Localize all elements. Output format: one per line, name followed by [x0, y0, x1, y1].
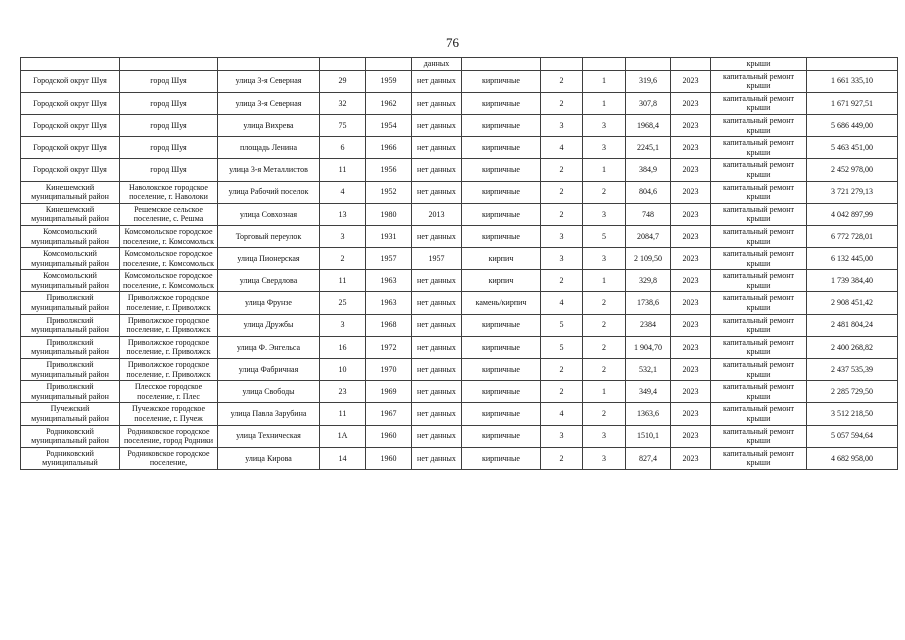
page-number: 76	[446, 35, 459, 50]
table-cell: 5 463 451,00	[807, 137, 898, 159]
table-cell: 6 132 445,00	[807, 248, 898, 270]
table-cell: улица Техническая	[218, 425, 320, 447]
table-row	[21, 314, 898, 336]
table-cell: 1957	[366, 248, 412, 270]
table-row	[21, 425, 898, 447]
table-cell: 804,6	[626, 181, 671, 203]
table-cell	[583, 58, 626, 71]
table-cell: 307,8	[626, 92, 671, 114]
table-cell: нет данных	[412, 425, 462, 447]
table-row	[21, 292, 898, 314]
table-cell: 2023	[671, 381, 711, 403]
table-cell: 3	[583, 425, 626, 447]
table-cell: 6 772 728,01	[807, 225, 898, 247]
table-cell: 2023	[671, 314, 711, 336]
table-cell: улица Дружбы	[218, 314, 320, 336]
table-cell: кирпичные	[462, 225, 541, 247]
table-cell: 1970	[366, 359, 412, 381]
table-cell: Городской округ Шуя	[21, 70, 120, 92]
table-cell: 2084,7	[626, 225, 671, 247]
table-cell: 3	[583, 248, 626, 270]
table-cell: 1963	[366, 270, 412, 292]
table-cell: 1931	[366, 225, 412, 247]
table-cell: 1960	[366, 447, 412, 469]
table-cell: 1	[583, 270, 626, 292]
table-cell: 2	[583, 181, 626, 203]
table-cell: капитальный ремонт крыши	[711, 70, 807, 92]
table-cell: капитальный ремонт крыши	[711, 403, 807, 425]
table-cell: 1	[583, 70, 626, 92]
table-cell: 6	[320, 137, 366, 159]
table-cell: 32	[320, 92, 366, 114]
table-cell: 2023	[671, 425, 711, 447]
table-cell: кирпичные	[462, 403, 541, 425]
table-cell: нет данных	[412, 181, 462, 203]
table-cell	[671, 58, 711, 71]
table-cell: 2023	[671, 336, 711, 358]
table-cell: Приволжский муниципальный район	[21, 292, 120, 314]
table-cell: 2 109,50	[626, 248, 671, 270]
table-cell: 2	[541, 359, 583, 381]
table-cell: 2023	[671, 292, 711, 314]
table-cell: Наволокское городское поселение, г. Наволоки	[120, 181, 218, 203]
table-cell: Комсомольский муниципальный район	[21, 248, 120, 270]
table-cell	[462, 58, 541, 71]
table-cell: 384,9	[626, 159, 671, 181]
table-cell: 1952	[366, 181, 412, 203]
table-row	[21, 447, 898, 469]
table-cell: Приволжский муниципальный район	[21, 314, 120, 336]
table-cell: кирпичные	[462, 181, 541, 203]
table-row	[21, 381, 898, 403]
table-cell: Городской округ Шуя	[21, 159, 120, 181]
table-cell: 5	[541, 314, 583, 336]
table-cell: Приволжское городское поселение, г. Приволжск	[120, 359, 218, 381]
table-cell: кирпичные	[462, 314, 541, 336]
table-cell: Городской округ Шуя	[21, 114, 120, 136]
table-cell: 2013	[412, 203, 462, 225]
table-row	[21, 270, 898, 292]
table-row	[21, 203, 898, 225]
table-cell: 2023	[671, 270, 711, 292]
table-cell: 5	[541, 336, 583, 358]
table-cell: Комсомольское городское поселение, г. Комсомольск	[120, 248, 218, 270]
table-cell: город Шуя	[120, 92, 218, 114]
table-cell: Приволжский муниципальный район	[21, 359, 120, 381]
table-cell: нет данных	[412, 381, 462, 403]
table-cell: 1954	[366, 114, 412, 136]
table-cell: 2	[583, 403, 626, 425]
table-cell: 1 904,70	[626, 336, 671, 358]
table-cell: капитальный ремонт крыши	[711, 425, 807, 447]
table-cell: 2023	[671, 225, 711, 247]
table-row	[21, 159, 898, 181]
table-cell: улица Пионерская	[218, 248, 320, 270]
table-cell: улица Совхозная	[218, 203, 320, 225]
table-cell: нет данных	[412, 92, 462, 114]
table-cell: 2 285 729,50	[807, 381, 898, 403]
table-cell: улица 3-я Металлистов	[218, 159, 320, 181]
table-cell: Родниковский муниципальный район	[21, 425, 120, 447]
table-cell: нет данных	[412, 137, 462, 159]
table-cell: 4	[320, 181, 366, 203]
table-cell: Родниковское городское поселение,	[120, 447, 218, 469]
table-cell: кирпичные	[462, 381, 541, 403]
table-cell: 1 671 927,51	[807, 92, 898, 114]
table-cell: 2 400 268,82	[807, 336, 898, 358]
table-cell: 5	[583, 225, 626, 247]
table-cell: 2023	[671, 137, 711, 159]
table-cell: 4 042 897,99	[807, 203, 898, 225]
table-cell: 2245,1	[626, 137, 671, 159]
table-cell: Приволжское городское поселение, г. Приволжск	[120, 292, 218, 314]
table-cell: 16	[320, 336, 366, 358]
table-cell: капитальный ремонт крыши	[711, 137, 807, 159]
table-cell	[120, 58, 218, 71]
table-cell: город Шуя	[120, 159, 218, 181]
table-cell: улица Фабричная	[218, 359, 320, 381]
table-cell: капитальный ремонт крыши	[711, 203, 807, 225]
table-cell: нет данных	[412, 159, 462, 181]
table-cell: 2 908 451,42	[807, 292, 898, 314]
table-cell: улица Ф. Энгельса	[218, 336, 320, 358]
table-cell: капитальный ремонт крыши	[711, 114, 807, 136]
table-cell: 2 437 535,39	[807, 359, 898, 381]
table-cell: 2	[541, 70, 583, 92]
table-cell: 2023	[671, 248, 711, 270]
table-cell: камень/кирпич	[462, 292, 541, 314]
table-cell: 75	[320, 114, 366, 136]
table-cell: улица Кирова	[218, 447, 320, 469]
table-cell: нет данных	[412, 114, 462, 136]
table-cell: кирпичные	[462, 70, 541, 92]
table-cell: Плесское городское поселение, г. Плес	[120, 381, 218, 403]
table-cell: Кинешемский муниципальный район	[21, 181, 120, 203]
table-cell: кирпичные	[462, 447, 541, 469]
table-cell: капитальный ремонт крыши	[711, 92, 807, 114]
table-cell: кирпичные	[462, 137, 541, 159]
table-cell: город Шуя	[120, 137, 218, 159]
table-cell: нет данных	[412, 292, 462, 314]
table-cell: капитальный ремонт крыши	[711, 248, 807, 270]
table-cell: 1963	[366, 292, 412, 314]
table-cell: кирпичные	[462, 359, 541, 381]
table-cell: 3	[541, 225, 583, 247]
table-cell: 1969	[366, 381, 412, 403]
table-cell: Приволжское городское поселение, г. Приволжск	[120, 336, 218, 358]
table-cell: 1957	[412, 248, 462, 270]
table-cell: 1738,6	[626, 292, 671, 314]
table-cell: 329,8	[626, 270, 671, 292]
table-cell: 2	[541, 270, 583, 292]
table-cell: 1510,1	[626, 425, 671, 447]
table-cell: кирпич	[462, 270, 541, 292]
table-cell: 10	[320, 359, 366, 381]
table-cell: 11	[320, 159, 366, 181]
table-cell: капитальный ремонт крыши	[711, 181, 807, 203]
table-cell: кирпичные	[462, 114, 541, 136]
table-cell: крыши	[711, 58, 807, 71]
table-cell: 2023	[671, 92, 711, 114]
table-row	[21, 114, 898, 136]
table-cell: 3	[583, 137, 626, 159]
table-cell: капитальный ремонт крыши	[711, 270, 807, 292]
table-row	[21, 403, 898, 425]
table-cell: кирпич	[462, 248, 541, 270]
table-cell: 1960	[366, 425, 412, 447]
table-cell: кирпичные	[462, 203, 541, 225]
table-cell: 5 057 594,64	[807, 425, 898, 447]
table-cell: Пучежский муниципальный район	[21, 403, 120, 425]
table-cell: 5 686 449,00	[807, 114, 898, 136]
table-cell: улица Рабочий поселок	[218, 181, 320, 203]
table-cell: 1980	[366, 203, 412, 225]
table-cell: кирпичные	[462, 425, 541, 447]
table-cell: 2	[541, 92, 583, 114]
table-cell: 2023	[671, 114, 711, 136]
table-cell: 1959	[366, 70, 412, 92]
table-cell	[807, 58, 898, 71]
table-cell: 1968	[366, 314, 412, 336]
table-cell: 2	[583, 292, 626, 314]
table-cell: Родниковский муниципальный	[21, 447, 120, 469]
table-cell: 1	[583, 159, 626, 181]
table-cell	[218, 58, 320, 71]
table-cell: улица 3-я Северная	[218, 92, 320, 114]
table-cell: нет данных	[412, 403, 462, 425]
table-cell	[626, 58, 671, 71]
table-row	[21, 181, 898, 203]
table-cell: 1967	[366, 403, 412, 425]
table-cell: город Шуя	[120, 70, 218, 92]
table-cell: 1А	[320, 425, 366, 447]
table-cell: Приволжское городское поселение, г. Приволжск	[120, 314, 218, 336]
table-cell: капитальный ремонт крыши	[711, 359, 807, 381]
table-cell: 2023	[671, 447, 711, 469]
table-row	[21, 248, 898, 270]
table-cell: 23	[320, 381, 366, 403]
table-cell: 2023	[671, 203, 711, 225]
table-cell: Комсомольский муниципальный район	[21, 270, 120, 292]
table-cell: Приволжский муниципальный район	[21, 381, 120, 403]
table-cell: Комсомольское городское поселение, г. Комсомольск	[120, 270, 218, 292]
table-cell: нет данных	[412, 70, 462, 92]
table-cell: 2023	[671, 181, 711, 203]
table-cell	[366, 58, 412, 71]
table-body	[21, 58, 898, 470]
table-row	[21, 58, 898, 71]
table-cell: 827,4	[626, 447, 671, 469]
table-cell: 2	[320, 248, 366, 270]
table-cell: капитальный ремонт крыши	[711, 159, 807, 181]
table-cell: капитальный ремонт крыши	[711, 225, 807, 247]
table-cell: 3	[541, 114, 583, 136]
table-cell: 2	[541, 181, 583, 203]
table-cell: нет данных	[412, 447, 462, 469]
table-cell: 2	[583, 359, 626, 381]
table-cell	[21, 58, 120, 71]
table-cell: 4	[541, 137, 583, 159]
table-cell: Пучежское городское поселение, г. Пучеж	[120, 403, 218, 425]
table-cell: 2023	[671, 359, 711, 381]
table-row	[21, 359, 898, 381]
table-cell: нет данных	[412, 359, 462, 381]
table-cell: улица 3-я Северная	[218, 70, 320, 92]
table-cell: Городской округ Шуя	[21, 92, 120, 114]
table-cell: 1972	[366, 336, 412, 358]
table-cell: капитальный ремонт крыши	[711, 381, 807, 403]
table-row	[21, 70, 898, 92]
table-cell: 3	[541, 248, 583, 270]
table-cell: 1968,4	[626, 114, 671, 136]
table-cell: 25	[320, 292, 366, 314]
table-cell: 319,6	[626, 70, 671, 92]
table-cell: кирпичные	[462, 336, 541, 358]
table-cell: капитальный ремонт крыши	[711, 314, 807, 336]
table-cell: кирпичные	[462, 92, 541, 114]
table-cell: 532,1	[626, 359, 671, 381]
table-cell: 4 682 958,00	[807, 447, 898, 469]
table-cell: нет данных	[412, 270, 462, 292]
table-cell: улица Павла Зарубина	[218, 403, 320, 425]
table-cell: 13	[320, 203, 366, 225]
table-cell: 29	[320, 70, 366, 92]
table-cell: кирпичные	[462, 159, 541, 181]
table-cell: улица Фрунзе	[218, 292, 320, 314]
table-cell: Торговый переулок	[218, 225, 320, 247]
table-cell: 3 512 218,50	[807, 403, 898, 425]
table-row	[21, 225, 898, 247]
table-cell	[320, 58, 366, 71]
table-cell: Кинешемский муниципальный район	[21, 203, 120, 225]
table-cell: улица Свободы	[218, 381, 320, 403]
table-cell: Приволжский муниципальный район	[21, 336, 120, 358]
table-cell: 1 739 384,40	[807, 270, 898, 292]
table-cell: Городской округ Шуя	[21, 137, 120, 159]
table-cell: 3	[320, 314, 366, 336]
table-cell: улица Свердлова	[218, 270, 320, 292]
table-row	[21, 92, 898, 114]
table-cell: 2	[541, 447, 583, 469]
table-cell: нет данных	[412, 314, 462, 336]
table-cell: 3	[583, 447, 626, 469]
table-cell: 3	[320, 225, 366, 247]
table-cell: 2	[541, 381, 583, 403]
table-cell: 4	[541, 403, 583, 425]
table-cell: нет данных	[412, 225, 462, 247]
table-cell: 1	[583, 92, 626, 114]
table-cell: 1966	[366, 137, 412, 159]
table-cell: 2023	[671, 403, 711, 425]
table-cell: нет данных	[412, 336, 462, 358]
table-cell: 349,4	[626, 381, 671, 403]
table-cell: 2023	[671, 159, 711, 181]
table-row	[21, 336, 898, 358]
table-cell: 1 661 335,10	[807, 70, 898, 92]
table-cell: капитальный ремонт крыши	[711, 447, 807, 469]
table-cell: 3	[583, 114, 626, 136]
table-cell: 1	[583, 381, 626, 403]
table-cell: улица Вихрева	[218, 114, 320, 136]
table-cell: Решемское сельское поселение, с. Решма	[120, 203, 218, 225]
table-cell: 1363,6	[626, 403, 671, 425]
table-cell: данных	[412, 58, 462, 71]
table-cell: 2	[541, 159, 583, 181]
table-cell: 11	[320, 403, 366, 425]
table-cell: 1962	[366, 92, 412, 114]
table-cell: Родниковское городское поселение, город Родники	[120, 425, 218, 447]
table-cell: Комсомольский муниципальный район	[21, 225, 120, 247]
repair-program-table	[20, 57, 898, 470]
table-cell: Комсомольское городское поселение, г. Комсомольск	[120, 225, 218, 247]
table-cell: капитальный ремонт крыши	[711, 336, 807, 358]
table-cell: 2023	[671, 70, 711, 92]
table-cell: 2	[541, 203, 583, 225]
table-cell: 4	[541, 292, 583, 314]
table-cell: 2 452 978,00	[807, 159, 898, 181]
table-cell: 2 481 804,24	[807, 314, 898, 336]
table-cell: 14	[320, 447, 366, 469]
table-cell: 2384	[626, 314, 671, 336]
table-cell: 3 721 279,13	[807, 181, 898, 203]
table-cell: 3	[541, 425, 583, 447]
table-cell: капитальный ремонт крыши	[711, 292, 807, 314]
table-cell: 3	[583, 203, 626, 225]
table-cell: 1956	[366, 159, 412, 181]
table-cell: 11	[320, 270, 366, 292]
table-cell: город Шуя	[120, 114, 218, 136]
table-cell: 2	[583, 336, 626, 358]
table-cell: 2	[583, 314, 626, 336]
table-cell: площадь Ленина	[218, 137, 320, 159]
table-cell: 748	[626, 203, 671, 225]
table-cell	[541, 58, 583, 71]
table-row	[21, 137, 898, 159]
